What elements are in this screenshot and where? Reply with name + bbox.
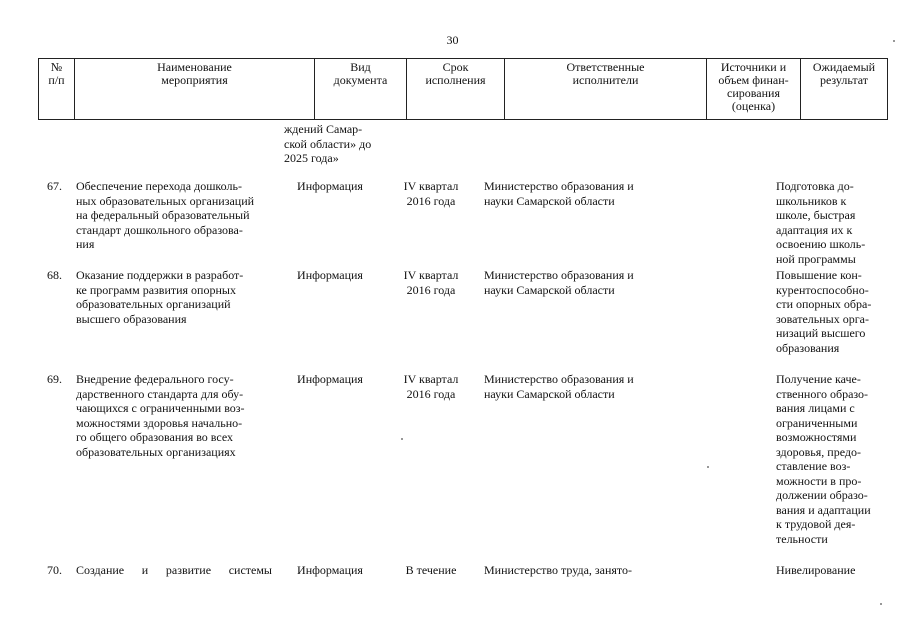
row-number: 67. [47, 179, 62, 193]
text-line: зовательных орга- [776, 311, 869, 326]
text-line: 2025 года» [284, 151, 339, 165]
header-line: Срок [442, 60, 469, 74]
row-doc: Информация [297, 372, 363, 386]
header-doc [314, 59, 406, 119]
text-line: стандарт дошкольного образова- [76, 222, 243, 237]
text-line: можности в про- [776, 473, 862, 488]
row-number: 70. [47, 563, 62, 577]
text-line: 2016 года [406, 193, 456, 208]
text-line: науки Самарской области [484, 282, 615, 297]
text-line: сти опорных обра- [776, 297, 872, 311]
table-header [38, 58, 888, 120]
text-line: дарственного стандарта для обу- [76, 386, 244, 401]
text-line: образовательных организациях [76, 444, 236, 459]
row-responsible [484, 268, 662, 297]
text-line: низаций высшего [776, 326, 866, 340]
text-line: ждений Самар- [284, 122, 363, 136]
scan-speck [893, 40, 895, 42]
text-line: Министерство образования и [484, 372, 634, 386]
text-line: Нивелирование [776, 563, 856, 577]
text-line: адаптация их к [776, 222, 853, 237]
text-line: 2016 года [406, 386, 456, 401]
text-line: Обеспечение перехода дошколь- [76, 179, 242, 193]
text-line: школе, быстрая [776, 208, 856, 222]
header-source [706, 59, 800, 119]
text-line: ской области» до [284, 136, 372, 151]
row-result [776, 268, 882, 355]
scan-speck [707, 466, 709, 468]
header-line: мероприятия [161, 73, 228, 87]
text-line: го общего образования во всех [76, 430, 234, 444]
text-line: тельности [776, 531, 828, 546]
continuation-text [284, 122, 374, 166]
header-no [38, 59, 74, 119]
row-term [388, 268, 474, 297]
text-line: вания лицами с [776, 401, 855, 415]
header-line: Ответственные [566, 60, 645, 74]
text-line: Оказание поддержки в разработ- [76, 268, 244, 282]
page-number: 30 [446, 33, 459, 47]
header-line: п/п [48, 73, 65, 87]
text-line: Внедрение федерального госу- [76, 372, 234, 386]
header-line: Вид [350, 60, 371, 74]
header-line: № [50, 60, 63, 74]
text-line: науки Самарской области [484, 386, 615, 401]
row-term [388, 179, 474, 208]
header-line: исполнения [425, 73, 486, 87]
row-result [776, 372, 882, 546]
text-line: Получение каче- [776, 372, 861, 386]
text-line: 2016 года [406, 282, 456, 297]
text-line: можностями здоровья начально- [76, 415, 243, 430]
row-number: 69. [47, 372, 62, 386]
text-line: образования [776, 340, 840, 355]
row-responsible [484, 179, 662, 208]
header-term [406, 59, 504, 119]
header-line: (оценка) [731, 99, 776, 113]
header-line: исполнители [572, 73, 639, 87]
text-line: ке программ развития опорных [76, 282, 236, 297]
text-line: высшего образования [76, 311, 187, 326]
row-responsible [484, 563, 662, 578]
text-line: ограниченными [776, 415, 858, 430]
header-line: результат [819, 73, 869, 87]
header-line: Ожидаемый [812, 60, 876, 74]
text-line: ставление воз- [776, 459, 851, 473]
header-line: документа [333, 73, 388, 87]
header-line: Наименование [157, 60, 232, 74]
row-number: 68. [47, 268, 62, 282]
text-line: Министерство труда, занято- [484, 563, 632, 577]
text-line: Министерство образования и [484, 268, 634, 282]
text-line: Подготовка до- [776, 179, 854, 193]
scan-speck [880, 603, 882, 605]
header-resp [504, 59, 706, 119]
text-line: науки Самарской области [484, 193, 615, 208]
row-term [388, 563, 474, 578]
text-line: курентоспособно- [776, 282, 869, 297]
row-doc: Информация [297, 268, 363, 282]
row-term [388, 372, 474, 401]
text-line: В течение [405, 563, 457, 577]
text-line: образовательных организаций [76, 297, 231, 311]
row-result [776, 563, 882, 578]
text-line: ной программы [776, 251, 856, 266]
text-line: Повышение кон- [776, 268, 862, 282]
row-name [76, 268, 272, 326]
text-line: ных образовательных организаций [76, 193, 255, 208]
text-line: должении образо- [776, 488, 868, 502]
text-line: Министерство образования и [484, 179, 634, 193]
text-line: IV квартал [403, 268, 459, 282]
row-name [76, 563, 272, 578]
row-doc: Информация [297, 563, 363, 577]
text-line: школьников к [776, 193, 847, 208]
text-line: здоровья, предо- [776, 444, 861, 459]
header-name [74, 59, 314, 119]
header-line: объем финан- [718, 73, 789, 87]
text-line: ния [76, 237, 95, 251]
scan-speck [401, 438, 403, 440]
header-line: Источники и [720, 60, 787, 74]
text-line: на федеральный образовательный [76, 208, 250, 222]
text-line: IV квартал [403, 372, 459, 386]
text-line: освоению школь- [776, 237, 866, 251]
text-line: ственного образо- [776, 386, 869, 401]
text-line: чающихся с ограниченными воз- [76, 401, 245, 415]
row-responsible [484, 372, 662, 401]
text-line: возможностями [776, 430, 857, 444]
row-doc: Информация [297, 179, 363, 193]
text-line: к трудовой дея- [776, 517, 856, 531]
row-name [76, 372, 272, 459]
text-line: IV квартал [403, 179, 459, 193]
header-result [800, 59, 888, 119]
text-line: вания и адаптации [776, 502, 871, 517]
row-name [76, 179, 272, 252]
row-result [776, 179, 882, 266]
text-line: Создание и развитие системы [76, 563, 272, 577]
header-line: сирования [727, 86, 780, 100]
